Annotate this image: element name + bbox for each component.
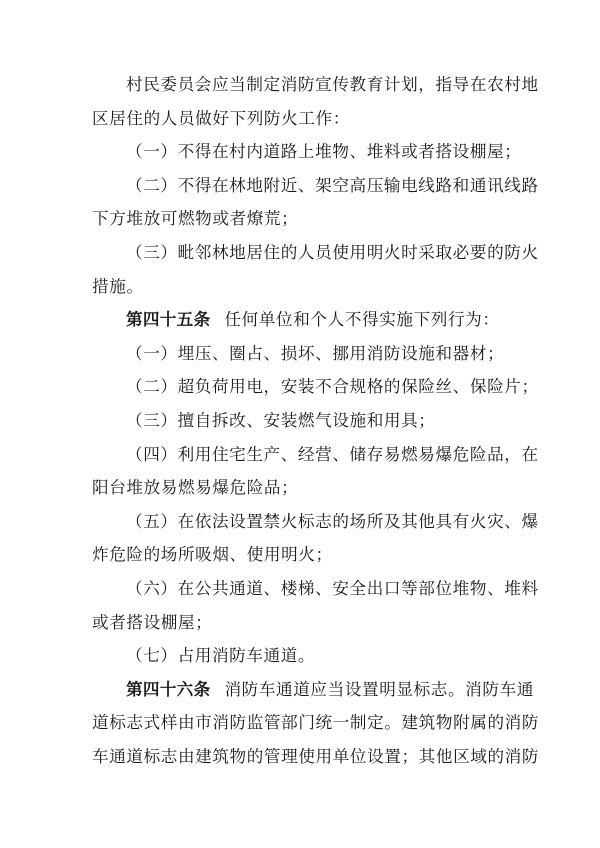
intro-line: 村民委员会应当制定消防宣传教育计划，指导在农村地 xyxy=(126,75,539,94)
article-paragraph xyxy=(92,673,534,707)
list-item: （一）不得在村内道路上堆物、堆料或者搭设棚屋； xyxy=(126,142,522,162)
intro-line: 区居住的人员做好下列防火工作： xyxy=(92,108,350,128)
article-heading: 第四十六条 xyxy=(126,679,211,699)
list-item-continuation: 措施。 xyxy=(92,276,144,296)
list-item: （七）占用消防车通道。 xyxy=(126,646,316,666)
list-item-continuation: 炸危险的场所吸烟、使用明火； xyxy=(92,545,333,565)
list-item-continuation: 阳台堆放易燃易爆危险品； xyxy=(92,478,299,498)
list-item-continuation: 或者搭设棚屋； xyxy=(92,612,213,632)
list-item: （三）擅自拆改、安装燃气设施和用具； xyxy=(126,410,436,430)
article-text: 任何单位和个人不得实施下列行为： xyxy=(224,310,500,330)
article-line: 道标志式样由市消防监管部门统一制定。建筑物附属的消防 xyxy=(92,713,540,733)
list-item-continuation: 下方堆放可燃物或者燎荒； xyxy=(92,209,299,229)
list-item: （二）超负荷用电，安装不合规格的保险丝、保险片； xyxy=(126,377,539,397)
article-text: 消防车通道应当设置明显标志。消防车通 xyxy=(224,679,534,699)
list-item: （二）不得在林地附近、架空高压输电线路和通讯线路 xyxy=(126,175,539,195)
list-item: （六）在公共通道、楼梯、安全出口等部位堆物、堆料 xyxy=(126,578,539,598)
list-item: （三）毗邻林地居住的人员使用明火时采取必要的防火 xyxy=(126,242,539,262)
list-item: （四）利用住宅生产、经营、储存易燃易爆危险品，在 xyxy=(126,444,539,464)
list-item: （五）在依法设置禁火标志的场所及其他具有火灾、爆 xyxy=(126,511,539,531)
list-item: （一）埋压、圈占、损坏、挪用消防设施和器材； xyxy=(126,343,505,363)
document-page xyxy=(92,68,540,773)
article-line: 车通道标志由建筑物的管理使用单位设置；其他区域的消防 xyxy=(92,746,540,766)
article-heading: 第四十五条 xyxy=(126,310,211,330)
article-paragraph xyxy=(92,303,512,337)
